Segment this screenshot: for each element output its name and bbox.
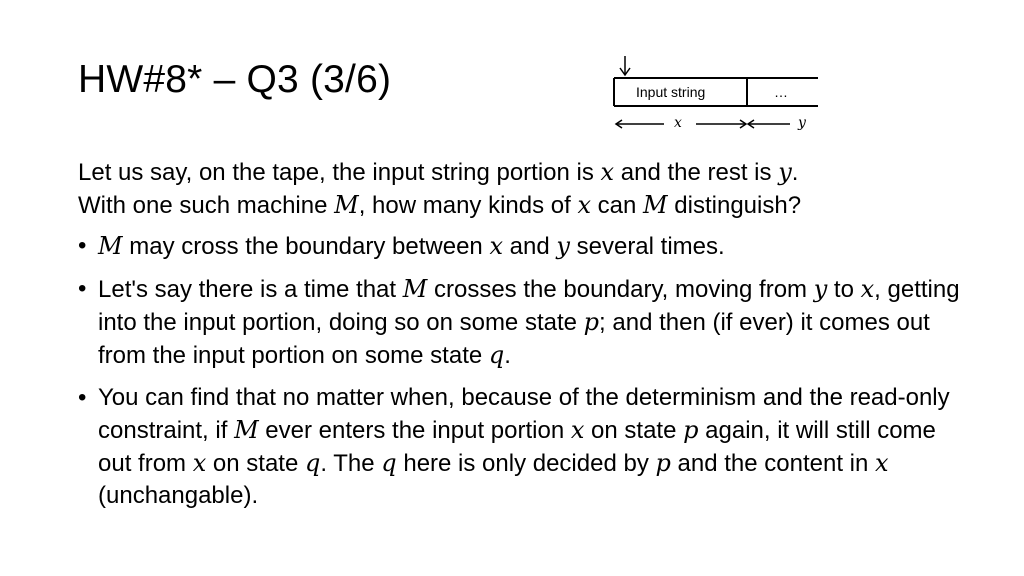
bullet-text: on state	[206, 450, 305, 477]
bullet-text: may cross the boundary between	[122, 233, 490, 260]
math-p: p	[683, 416, 699, 444]
bullet-text: . The	[320, 450, 382, 477]
tape-cell-rest: …	[774, 84, 788, 100]
math-y: y	[813, 275, 828, 303]
bullet-list	[78, 230, 968, 512]
math-y: y	[556, 232, 570, 260]
intro-line-2	[78, 189, 968, 222]
bullet-icon: •	[78, 232, 87, 259]
math-x: x	[577, 191, 592, 219]
bullet-text: several times.	[569, 233, 725, 260]
tape-diagram	[606, 52, 826, 138]
math-q: q	[488, 341, 505, 369]
bullet-text: here is only decided by	[396, 450, 656, 477]
bullet-text: (unchangable).	[98, 482, 259, 509]
segment-x-label: x	[674, 115, 682, 131]
bullet-text: crosses the boundary, moving from	[427, 276, 814, 303]
math-y: y	[778, 158, 792, 186]
math-p: p	[655, 449, 671, 477]
math-x: x	[489, 232, 503, 260]
bullet-text: You can find that no matter when, because of the determinism and the read-only constraint, if	[98, 384, 950, 444]
bullet-item-3	[78, 382, 968, 512]
intro-text: distinguish?	[667, 192, 802, 219]
slide-title: HW#8* – Q3 (3/6)	[78, 58, 392, 101]
bullet-text: .	[504, 342, 511, 369]
math-M: M	[98, 232, 123, 260]
bullet-text: on state	[584, 417, 684, 444]
bullet-item-1	[78, 230, 968, 263]
segment-y-label: y	[798, 115, 806, 131]
slide-body	[78, 156, 968, 522]
bullet-icon: •	[78, 275, 87, 302]
intro-line-1	[78, 156, 968, 189]
intro-text: .	[791, 159, 799, 186]
bullet-text: ever enters the input portion	[258, 417, 571, 444]
math-x: x	[875, 449, 889, 477]
math-M: M	[234, 416, 259, 444]
bullet-text: ; and then (if ever) it comes out from the input portion on some state	[98, 309, 930, 369]
intro-text: , how many kinds of	[358, 192, 578, 219]
math-M: M	[643, 191, 668, 219]
intro-paragraph	[78, 156, 968, 222]
bullet-item-2	[78, 273, 968, 372]
math-p: p	[583, 308, 600, 336]
math-q: q	[304, 449, 321, 477]
math-M: M	[402, 275, 428, 303]
math-M: M	[334, 191, 359, 219]
math-x: x	[860, 275, 875, 303]
intro-text: Let us say, on the tape, the input string portion is	[78, 159, 601, 186]
intro-text: can	[591, 192, 644, 219]
intro-text: and the rest is	[614, 159, 779, 186]
bullet-text: , getting into the input portion, doing so on some state	[98, 276, 960, 336]
bullet-text: and the content in	[670, 450, 876, 477]
math-x: x	[570, 416, 585, 444]
math-x: x	[600, 158, 615, 186]
bullet-icon: •	[78, 384, 87, 411]
math-q: q	[381, 449, 397, 477]
bullet-text: and	[503, 233, 557, 260]
math-x: x	[192, 449, 207, 477]
bullet-text: again, it will still come out from	[98, 417, 936, 477]
tape-cell-input-string: Input string	[636, 84, 706, 100]
bullet-text: Let's say there is a time that	[98, 276, 403, 303]
bullet-text: to	[827, 276, 861, 303]
intro-text: With one such machine	[78, 192, 335, 219]
